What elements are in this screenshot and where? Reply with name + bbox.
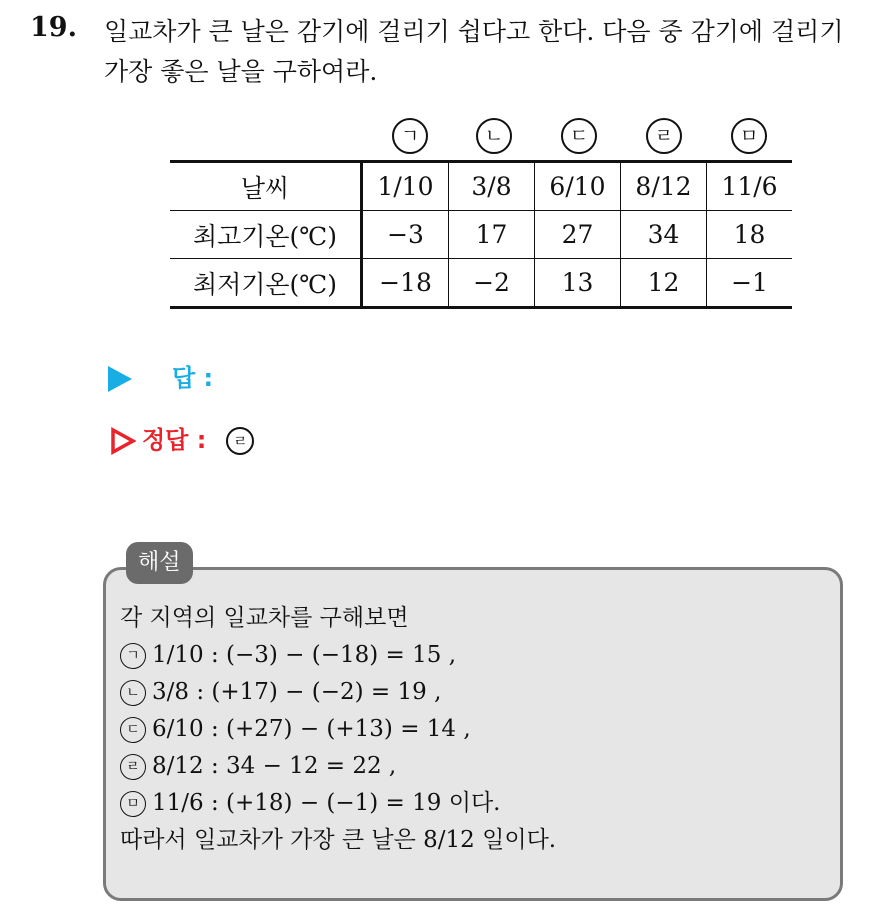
outline-triangle-icon [110, 427, 136, 455]
correct-answer-row [110, 420, 254, 455]
explanation-intro: 각 지역의 일교차를 구해보면 [120, 605, 409, 631]
circle-marker: ㄹ [120, 754, 146, 780]
max-temp-label: 최고기온(℃) [170, 211, 362, 259]
explanation-line-text: 3/8 : (+17) − (−2) = 19 , [152, 679, 442, 705]
date-cell: 11/6 [707, 162, 793, 211]
circle-marker: ㄷ [120, 717, 146, 743]
explanation-line [120, 711, 820, 748]
marker-5: ㅁ [731, 118, 767, 154]
explanation-body [120, 600, 820, 859]
min-temp-cell: 13 [535, 259, 621, 308]
explanation-line [120, 785, 820, 822]
explanation-line-text: 11/6 : (+18) − (−1) = 19 이다. [152, 790, 501, 816]
correct-answer-value: ㄹ [226, 427, 254, 455]
answer-row [108, 358, 213, 393]
date-cell: 1/10 [362, 162, 449, 211]
play-triangle-icon [108, 366, 132, 392]
min-temp-cell: −2 [449, 259, 535, 308]
table-row [170, 259, 792, 308]
explanation-line [120, 637, 820, 674]
table-column-markers [364, 118, 794, 156]
table-row [170, 211, 792, 259]
table-row [170, 162, 792, 211]
max-temp-cell: 17 [449, 211, 535, 259]
max-temp-cell: −3 [362, 211, 449, 259]
question-number: 19. [30, 12, 77, 43]
explanation-tag: 해설 [126, 542, 193, 584]
explanation-line [120, 748, 820, 785]
date-cell: 6/10 [535, 162, 621, 211]
min-temp-cell: 12 [621, 259, 707, 308]
explanation-line-text: 8/12 : 34 − 12 = 22 , [152, 753, 397, 779]
answer-label: 답 : [172, 364, 214, 392]
marker-2: ㄴ [476, 118, 512, 154]
min-temp-cell: −1 [707, 259, 793, 308]
max-temp-cell: 27 [535, 211, 621, 259]
circle-marker: ㅁ [120, 791, 146, 817]
marker-3: ㄷ [561, 118, 597, 154]
marker-1: ㄱ [392, 118, 428, 154]
explanation-line [120, 674, 820, 711]
max-temp-cell: 34 [621, 211, 707, 259]
date-cell: 3/8 [449, 162, 535, 211]
correct-answer-label: 정답 : [142, 426, 207, 454]
circle-marker: ㄴ [120, 680, 146, 706]
explanation-line-text: 1/10 : (−3) − (−18) = 15 , [152, 642, 457, 668]
circle-marker: ㄱ [120, 643, 146, 669]
question-text: 일교차가 큰 날은 감기에 걸리기 쉽다고 한다. 다음 중 감기에 걸리기 가장 좋은 날을 구하여라. [104, 17, 844, 86]
explanation-line-text: 6/10 : (+27) − (+13) = 14 , [152, 716, 471, 742]
explanation-conclusion: 따라서 일교차가 가장 큰 날은 8/12 일이다. [120, 827, 557, 853]
date-cell: 8/12 [621, 162, 707, 211]
max-temp-cell: 18 [707, 211, 793, 259]
min-temp-label: 최저기온(℃) [170, 259, 362, 308]
marker-4: ㄹ [646, 118, 682, 154]
min-temp-cell: −18 [362, 259, 449, 308]
header-label: 날씨 [170, 162, 362, 211]
weather-table [170, 160, 792, 309]
